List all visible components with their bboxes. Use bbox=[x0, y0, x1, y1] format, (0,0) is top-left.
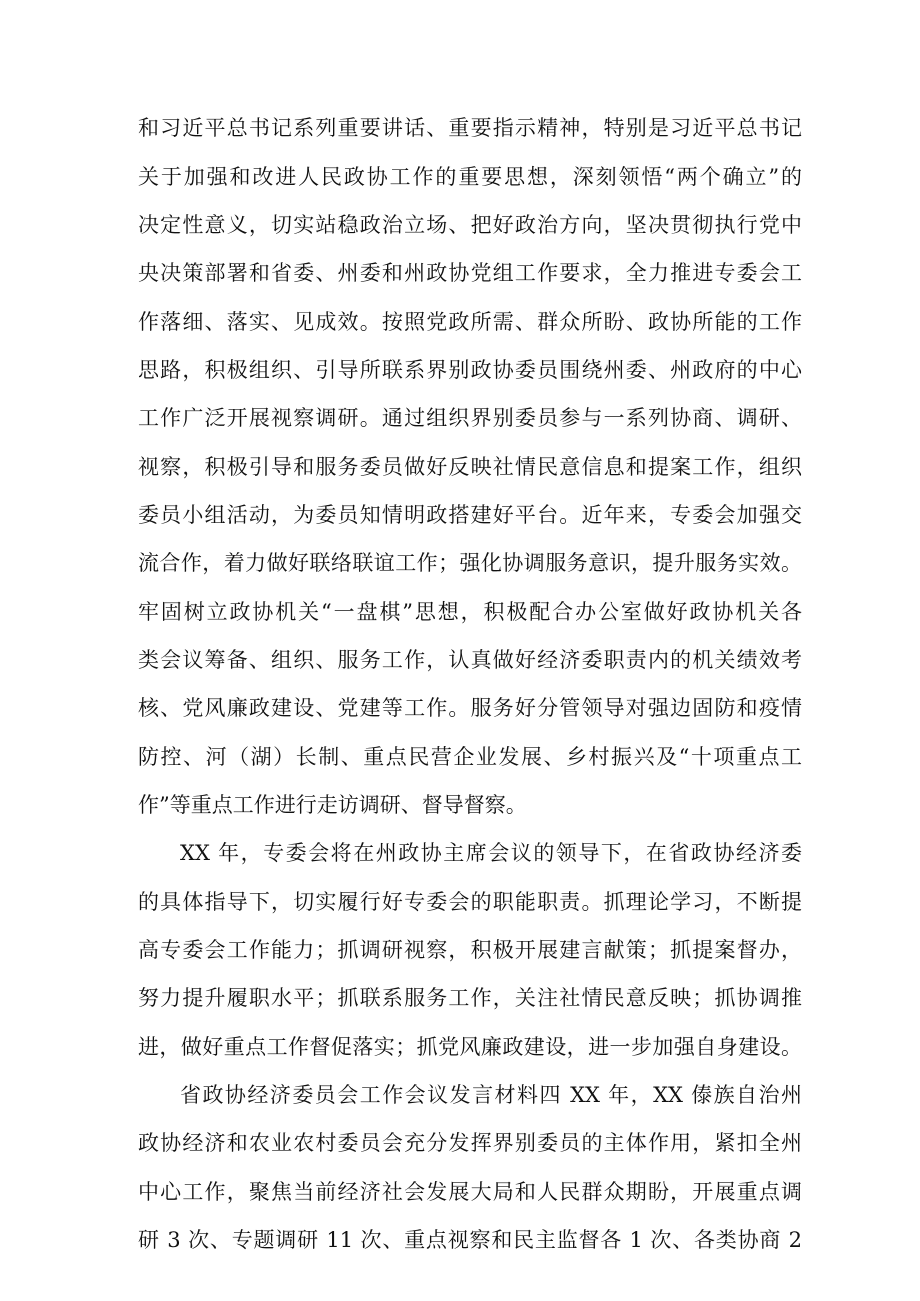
text-line: 高专委会工作能力；抓调研视察，积极开展建言献策；抓提案督办， bbox=[138, 938, 802, 962]
text-line: 的具体指导下，切实履行好专委会的职能职责。抓理论学习，不断提 bbox=[138, 890, 802, 914]
text-line: 委员小组活动，为委员知情明政搭建好平台。近年来，专委会加强交 bbox=[138, 503, 802, 527]
text-line: 进，做好重点工作督促落实；抓党风廉政建设，进一步加强自身建设。 bbox=[138, 1035, 802, 1059]
text-line: 关于加强和改进人民政协工作的重要思想，深刻领悟“两个确立”的 bbox=[138, 165, 802, 189]
text-line: 核、党风廉政建设、党建等工作。服务好分管领导对强边固防和疫情 bbox=[138, 696, 802, 720]
text-line: 研 3 次、专题调研 11 次、重点视察和民主监督各 1 次、各类协商 2 bbox=[138, 1228, 802, 1252]
text-line: 决定性意义，切实站稳政治立场、把好政治方向，坚决贯彻执行党中 bbox=[138, 213, 802, 237]
text-line: 政协经济和农业农村委员会充分发挥界别委员的主体作用，紧扣全州 bbox=[138, 1131, 802, 1155]
text-line: 作落细、落实、见成效。按照党政所需、群众所盼、政协所能的工作 bbox=[138, 310, 802, 334]
text-line: 思路，积极组织、引导所联系界别政协委员围绕州委、州政府的中心 bbox=[138, 358, 802, 382]
text-line: 省政协经济委员会工作会议发言材料四 XX 年，XX 傣族自治州 bbox=[180, 1083, 802, 1107]
text-line: XX 年，专委会将在州政协主席会议的领导下，在省政协经济委 bbox=[180, 841, 802, 865]
text-line: 视察，积极引导和服务委员做好反映社情民意信息和提案工作，组织 bbox=[138, 455, 802, 479]
text-line: 类会议筹备、组织、服务工作，认真做好经济委职责内的机关绩效考 bbox=[138, 648, 802, 672]
text-line: 央决策部署和省委、州委和州政协党组工作要求，全力推进专委会工 bbox=[138, 261, 802, 285]
text-line: 中心工作，聚焦当前经济社会发展大局和人民群众期盼，开展重点调 bbox=[138, 1180, 802, 1204]
text-line: 流合作，着力做好联络联谊工作；强化协调服务意识，提升服务实效。 bbox=[138, 551, 802, 575]
text-line: 和习近平总书记系列重要讲话、重要指示精神，特别是习近平总书记 bbox=[138, 116, 802, 140]
text-line: 作”等重点工作进行走访调研、督导督察。 bbox=[138, 793, 527, 817]
text-line: 努力提升履职水平；抓联系服务工作，关注社情民意反映；抓协调推 bbox=[138, 986, 802, 1010]
text-line: 牢固树立政协机关“一盘棋”思想，积极配合办公室做好政协机关各 bbox=[138, 600, 802, 624]
text-line: 防控、河（湖）长制、重点民营企业发展、乡村振兴及“十项重点工 bbox=[138, 745, 802, 769]
text-line: 工作广泛开展视察调研。通过组织界别委员参与一系列协商、调研、 bbox=[138, 406, 802, 430]
